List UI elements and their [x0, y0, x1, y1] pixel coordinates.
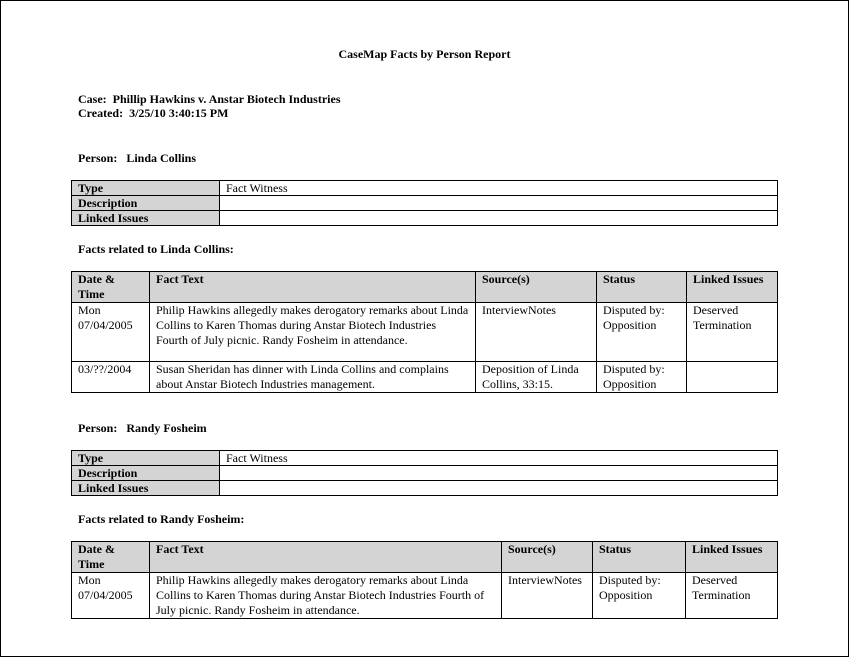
facts-heading: Facts related to Linda Collins:: [78, 242, 234, 256]
info-row-type: [72, 181, 778, 196]
created-label: Created:: [78, 106, 124, 120]
fact-status: Disputed by: Opposition: [597, 362, 687, 393]
fact-linked-issues: Deserved Termination: [686, 573, 778, 619]
info-row-description: [72, 196, 778, 211]
col-status: Status: [597, 272, 687, 303]
fact-date: 03/??/2004: [72, 362, 150, 393]
facts-table: [71, 541, 778, 619]
case-label: Case:: [78, 92, 107, 106]
fact-date: Mon 07/04/2005: [72, 303, 150, 362]
info-row-description: [72, 466, 778, 481]
fact-text: Philip Hawkins allegedly makes derogatory remarks about Linda Collins to Karen Thomas during Anstar Biotech Industries Fourth of July picnic. Randy Fosheim in attendance.: [150, 303, 476, 362]
info-row-type: [72, 451, 778, 466]
case-value: Phillip Hawkins v. Anstar Biotech Industries: [112, 92, 341, 106]
fact-text: Philip Hawkins allegedly makes derogatory remarks about Linda Collins to Karen Thomas during Anstar Biotech Industries Fourth of July picnic. Randy Fosheim in attendance.: [150, 573, 502, 619]
person-heading: [78, 421, 207, 436]
table-row: [72, 303, 778, 362]
type-value: Fact Witness: [220, 181, 778, 196]
description-label: Description: [72, 196, 220, 211]
type-value: Fact Witness: [220, 451, 778, 466]
type-label: Type: [72, 181, 220, 196]
table-row: [72, 573, 778, 619]
report-title: CaseMap Facts by Person Report: [338, 47, 511, 61]
facts-header-row: [72, 272, 778, 303]
person-name: Linda Collins: [126, 151, 197, 165]
facts-header-row: [72, 542, 778, 573]
description-label: Description: [72, 466, 220, 481]
person-info-table: [71, 450, 778, 496]
col-status: Status: [593, 542, 686, 573]
col-date-time: Date & Time: [72, 272, 150, 303]
fact-text: Susan Sheridan has dinner with Linda Collins and complains about Anstar Biotech Industries management.: [150, 362, 476, 393]
type-label: Type: [72, 451, 220, 466]
created-value: 3/25/10 3:40:15 PM: [129, 106, 229, 120]
person-label: Person:: [78, 151, 118, 165]
info-row-linked-issues: [72, 481, 778, 496]
col-sources: Source(s): [502, 542, 593, 573]
person-label: Person:: [78, 421, 118, 435]
fact-date: Mon 07/04/2005: [72, 573, 150, 619]
col-fact-text: Fact Text: [150, 272, 476, 303]
description-value: [220, 196, 778, 211]
linked-issues-value: [220, 481, 778, 496]
col-sources: Source(s): [476, 272, 597, 303]
facts-heading: Facts related to Randy Fosheim:: [78, 512, 245, 526]
facts-table: [71, 271, 778, 393]
col-date-time: Date & Time: [72, 542, 150, 573]
person-info-table: [71, 180, 778, 226]
linked-issues-label: Linked Issues: [72, 211, 220, 226]
person-heading: [78, 151, 196, 166]
case-line: [78, 92, 341, 107]
col-linked-issues: Linked Issues: [687, 272, 778, 303]
person-name: Randy Fosheim: [126, 421, 207, 435]
linked-issues-label: Linked Issues: [72, 481, 220, 496]
fact-source: InterviewNotes: [502, 573, 593, 619]
fact-status: Disputed by: Opposition: [597, 303, 687, 362]
fact-source: InterviewNotes: [476, 303, 597, 362]
col-fact-text: Fact Text: [150, 542, 502, 573]
fact-linked-issues: [687, 362, 778, 393]
table-row: [72, 362, 778, 393]
fact-linked-issues: Deserved Termination: [687, 303, 778, 362]
info-row-linked-issues: [72, 211, 778, 226]
linked-issues-value: [220, 211, 778, 226]
created-line: [78, 106, 228, 121]
col-linked-issues: Linked Issues: [686, 542, 778, 573]
fact-source: Deposition of Linda Collins, 33:15.: [476, 362, 597, 393]
fact-status: Disputed by: Opposition: [593, 573, 686, 619]
description-value: [220, 466, 778, 481]
